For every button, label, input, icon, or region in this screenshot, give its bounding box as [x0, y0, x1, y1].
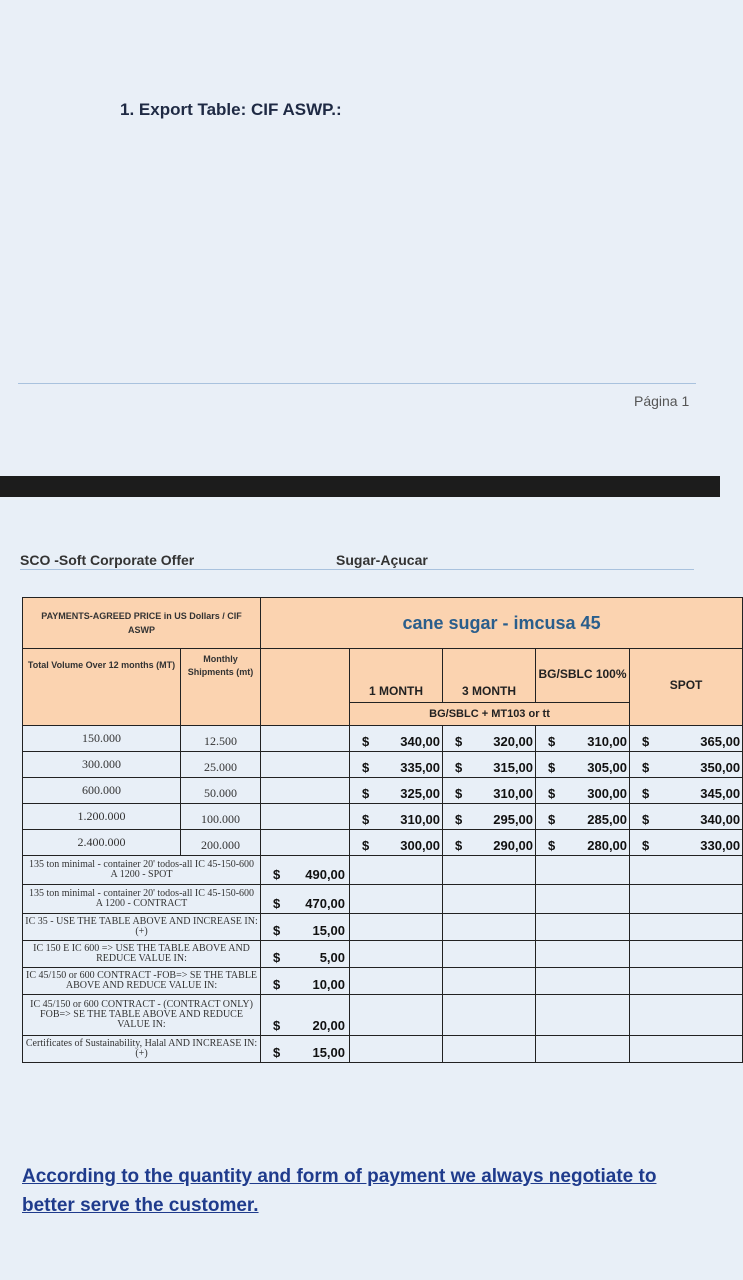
- adjustment-value: $ 470,00: [261, 885, 350, 914]
- price-bg-sblc: $ 300,00: [536, 778, 630, 804]
- page-separator: [0, 476, 720, 497]
- adjustment-value: $ 20,00: [261, 995, 350, 1036]
- document-header-right: Sugar-Açucar: [336, 552, 428, 568]
- monthly-shipment: 100.000: [181, 804, 261, 830]
- closing-statement: According to the quantity and form of payment we always negotiate to better serve the customer.: [22, 1166, 657, 1216]
- price-3-month: $ 310,00: [443, 778, 536, 804]
- page-number: Página 1: [634, 393, 690, 409]
- adjustment-label: 135 ton minimal - container 20' todos-all IC 45-150-600 A 1200 - SPOT: [23, 856, 261, 885]
- total-volume-header: Total Volume Over 12 months (MT): [23, 649, 181, 726]
- table-row: [23, 778, 743, 804]
- blank-header-cell: [261, 649, 350, 726]
- price-3-month: $ 315,00: [443, 752, 536, 778]
- col-3-month: 3 MONTH: [443, 649, 536, 703]
- price-bg-sblc: $ 310,00: [536, 726, 630, 752]
- export-table-heading: 1. Export Table: CIF ASWP.:: [120, 100, 342, 119]
- document-header-left: SCO -Soft Corporate Offer: [20, 552, 195, 568]
- total-volume: 300.000: [23, 752, 181, 778]
- price-1-month: $ 340,00: [350, 726, 443, 752]
- adjustment-label: IC 45/150 or 600 CONTRACT - (CONTRACT ONLY) FOB=> SE THE TABLE ABOVE AND REDUCE VALUE IN:: [23, 995, 261, 1036]
- payments-header: PAYMENTS-AGREED PRICE in US Dollars / CIF ASWP: [23, 598, 261, 649]
- adjustment-value: $ 490,00: [261, 856, 350, 885]
- total-volume: 150.000: [23, 726, 181, 752]
- col-1-month: 1 MONTH: [350, 649, 443, 703]
- price-table: [22, 597, 743, 1063]
- adjustment-row: [23, 968, 743, 995]
- adjustment-row: [23, 995, 743, 1036]
- adjustment-label: 135 ton minimal - container 20' todos-all IC 45-150-600 A 1200 - CONTRACT: [23, 885, 261, 914]
- table-row: [23, 830, 743, 856]
- price-3-month: $ 320,00: [443, 726, 536, 752]
- price-bg-sblc: $ 305,00: [536, 752, 630, 778]
- adjustment-label: Certificates of Sustainability, Halal AND INCREASE IN: (+): [23, 1036, 261, 1063]
- blank-cell: [261, 830, 350, 856]
- blank-cell: [261, 726, 350, 752]
- adjustment-value: $ 10,00: [261, 968, 350, 995]
- monthly-shipment: 25.000: [181, 752, 261, 778]
- col-spot: SPOT: [630, 649, 743, 726]
- price-bg-sblc: $ 280,00: [536, 830, 630, 856]
- table-row: [23, 804, 743, 830]
- payment-method-subheader: BG/SBLC + MT103 or tt: [350, 703, 630, 726]
- adjustment-row: [23, 1036, 743, 1063]
- total-volume: 1.200.000: [23, 804, 181, 830]
- price-1-month: $ 335,00: [350, 752, 443, 778]
- adjustment-label: IC 35 - USE THE TABLE ABOVE AND INCREASE IN: (+): [23, 914, 261, 941]
- table-row: [23, 726, 743, 752]
- table-row: [23, 752, 743, 778]
- price-bg-sblc: $ 285,00: [536, 804, 630, 830]
- footer-divider: [18, 383, 696, 384]
- col-bg-sblc: BG/SBLC 100%: [536, 649, 630, 703]
- price-spot: $ 340,00: [630, 804, 743, 830]
- adjustment-value: $ 5,00: [261, 941, 350, 968]
- adjustment-row: [23, 941, 743, 968]
- blank-cell: [261, 804, 350, 830]
- price-1-month: $ 310,00: [350, 804, 443, 830]
- price-3-month: $ 290,00: [443, 830, 536, 856]
- page-1: [0, 0, 720, 476]
- monthly-shipments-header: Monthly Shipments (mt): [181, 649, 261, 726]
- monthly-shipment: 200.000: [181, 830, 261, 856]
- adjustment-row: [23, 856, 743, 885]
- total-volume: 2.400.000: [23, 830, 181, 856]
- monthly-shipment: 12.500: [181, 726, 261, 752]
- price-3-month: $ 295,00: [443, 804, 536, 830]
- adjustment-label: IC 150 E IC 600 => USE THE TABLE ABOVE AND REDUCE VALUE IN:: [23, 941, 261, 968]
- price-spot: $ 365,00: [630, 726, 743, 752]
- adjustment-row: [23, 914, 743, 941]
- adjustment-value: $ 15,00: [261, 914, 350, 941]
- header-divider: [20, 569, 694, 570]
- adjustment-row: [23, 885, 743, 914]
- price-1-month: $ 325,00: [350, 778, 443, 804]
- monthly-shipment: 50.000: [181, 778, 261, 804]
- price-1-month: $ 300,00: [350, 830, 443, 856]
- total-volume: 600.000: [23, 778, 181, 804]
- blank-cell: [261, 778, 350, 804]
- price-spot: $ 330,00: [630, 830, 743, 856]
- price-spot: $ 350,00: [630, 752, 743, 778]
- price-spot: $ 345,00: [630, 778, 743, 804]
- adjustment-label: IC 45/150 or 600 CONTRACT -FOB=> SE THE TABLE ABOVE AND REDUCE VALUE IN:: [23, 968, 261, 995]
- blank-cell: [261, 752, 350, 778]
- adjustment-value: $ 15,00: [261, 1036, 350, 1063]
- product-title: cane sugar - imcusa 45: [261, 598, 743, 649]
